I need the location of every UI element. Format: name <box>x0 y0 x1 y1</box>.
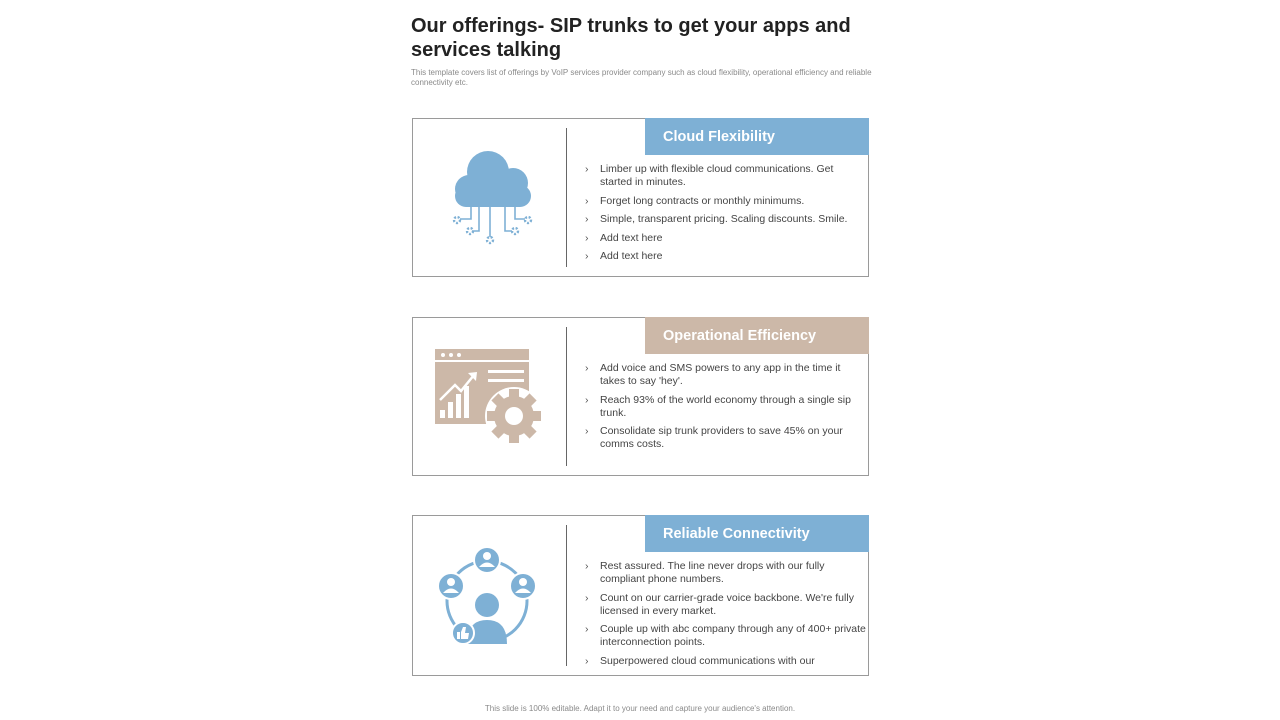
list-item: › Simple, transparent pricing. Scaling discounts. Smile. <box>585 213 867 226</box>
cloud-network-icon <box>431 139 549 257</box>
page-footer: This slide is 100% editable. Adapt it to your need and capture your audience's attention. <box>484 704 796 713</box>
offering-card-cloud-flexibility <box>412 118 869 277</box>
list-item: › Consolidate sip trunk providers to save 45% on your comms costs. <box>585 425 867 451</box>
list-item: › Add voice and SMS powers to any app in the time it takes to say 'hey'. <box>585 362 867 388</box>
list-item: › Rest assured. The line never drops with our fully compliant phone numbers. <box>585 560 867 586</box>
card-heading: Cloud Flexibility <box>645 118 869 155</box>
page-title: Our offerings- SIP trunks to get your apps and services talking <box>411 15 851 61</box>
card-divider <box>566 128 567 267</box>
list-item: › Superpowered cloud communications with our <box>585 655 867 668</box>
list-item: › Forget long contracts or monthly minimums. <box>585 195 867 208</box>
list-item: › Add text here <box>585 232 867 245</box>
growth-chart-gear-icon <box>431 338 549 456</box>
card-points <box>585 362 867 457</box>
list-item: › Couple up with abc company through any of 400+ private interconnection points. <box>585 623 867 649</box>
page-subtitle: This template covers list of offerings by VoIP services provider company such as cloud flexibility, operational efficiency and reliable connectivity etc. <box>411 68 872 87</box>
card-points <box>585 163 867 269</box>
list-item: › Limber up with flexible cloud communications. Get started in minutes. <box>585 163 867 189</box>
list-item: › Reach 93% of the world economy through a single sip trunk. <box>585 394 867 420</box>
list-item: › Count on our carrier-grade voice backbone. We're fully licensed in every market. <box>585 592 867 618</box>
user-network-icon <box>431 536 549 654</box>
card-heading: Operational Efficiency <box>645 317 869 354</box>
offering-card-operational-efficiency <box>412 317 869 476</box>
card-heading: Reliable Connectivity <box>645 515 869 552</box>
offering-card-reliable-connectivity <box>412 515 869 676</box>
card-divider <box>566 525 567 666</box>
card-divider <box>566 327 567 466</box>
list-item: › Add text here <box>585 250 867 263</box>
card-points <box>585 560 867 673</box>
